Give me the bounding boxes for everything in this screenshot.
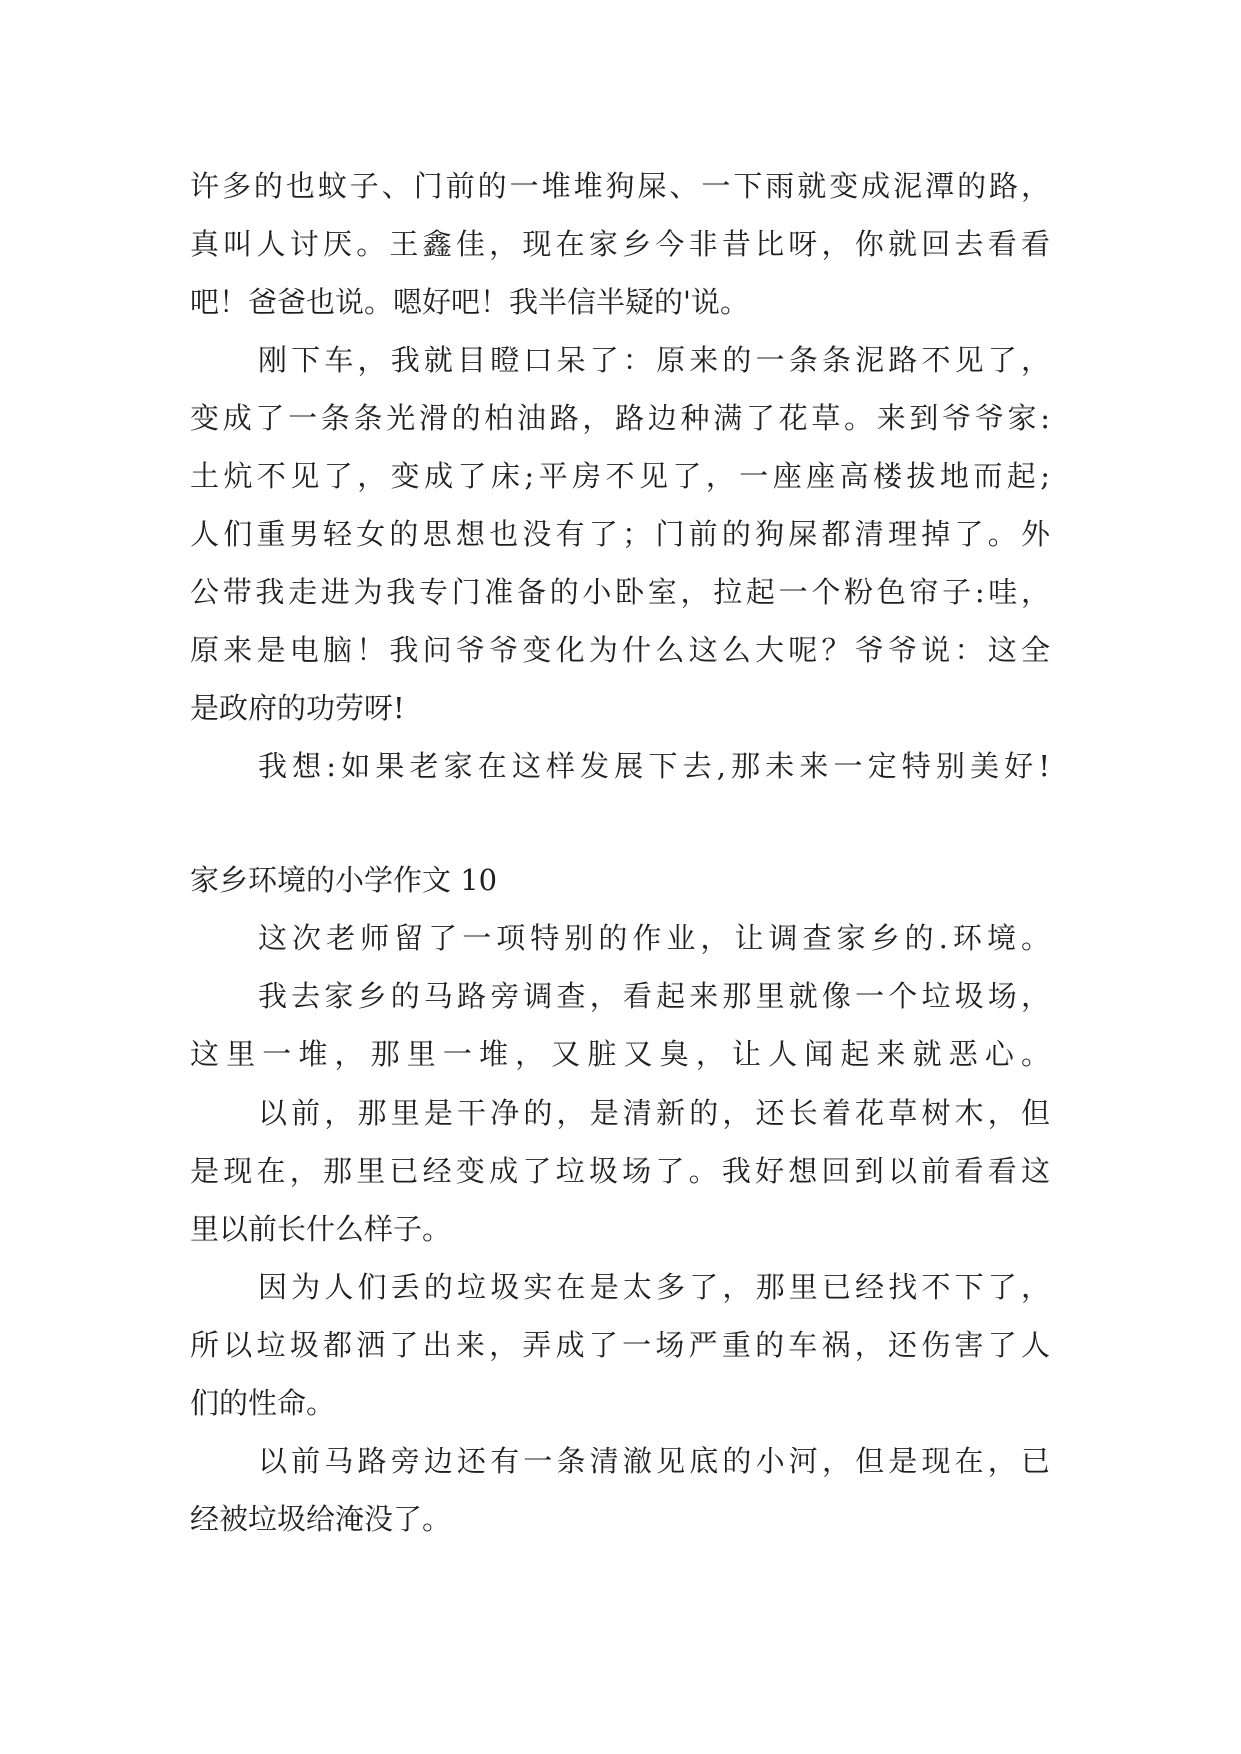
paragraph-line: 是现在，那里已经变成了垃圾场了。我好想回到以前看看这 — [190, 1154, 1050, 1188]
paragraph-line: 我想:如果老家在这样发展下去,那未来一定特别美好! — [258, 749, 1050, 783]
paragraph-line: 以前马路旁边还有一条清澈见底的小河，但是现在，已 — [258, 1444, 1050, 1478]
paragraph-line: 经被垃圾给淹没了。 — [190, 1502, 452, 1536]
paragraph-line: 公带我走进为我专门准备的小卧室，拉起一个粉色帘子:哇， — [190, 575, 1050, 609]
paragraph-line: 刚下车，我就目瞪口呆了：原来的一条条泥路不见了， — [258, 343, 1050, 377]
paragraph-line: 真叫人讨厌。王鑫佳，现在家乡今非昔比呀，你就回去看看 — [190, 227, 1050, 261]
paragraph-line: 因为人们丢的垃圾实在是太多了，那里已经找不下了， — [258, 1270, 1050, 1304]
paragraph-line: 们的性命。 — [190, 1386, 336, 1420]
paragraph-line: 里以前长什么样子。 — [190, 1212, 452, 1246]
paragraph-line: 土炕不见了，变成了床;平房不见了，一座座高楼拔地而起; — [190, 459, 1050, 493]
section-title: 家乡环境的小学作文 10 — [190, 863, 498, 897]
paragraph-line: 我去家乡的马路旁调查，看起来那里就像一个垃圾场， — [258, 979, 1050, 1013]
paragraph-line: 人们重男轻女的思想也没有了；门前的狗屎都清理掉了。外 — [190, 517, 1050, 551]
paragraph-line: 这次老师留了一项特别的作业，让调查家乡的.环境。 — [258, 921, 1050, 955]
paragraph-line: 是政府的功劳呀! — [190, 691, 405, 725]
paragraph-line: 这里一堆，那里一堆，又脏又臭，让人闻起来就恶心。 — [190, 1037, 1050, 1071]
paragraph-line: 原来是电脑！我问爷爷变化为什么这么大呢？爷爷说：这全 — [190, 633, 1050, 667]
paragraph-line: 以前，那里是干净的，是清新的，还长着花草树木，但 — [258, 1096, 1050, 1130]
paragraph-line: 许多的也蚊子、门前的一堆堆狗屎、一下雨就变成泥潭的路， — [190, 169, 1050, 203]
paragraph-line: 变成了一条条光滑的柏油路，路边种满了花草。来到爷爷家: — [190, 401, 1050, 435]
paragraph-line: 所以垃圾都洒了出来，弄成了一场严重的车祸，还伤害了人 — [190, 1328, 1050, 1362]
paragraph-line: 吧！爸爸也说。嗯好吧！我半信半疑的'说。 — [190, 285, 749, 319]
